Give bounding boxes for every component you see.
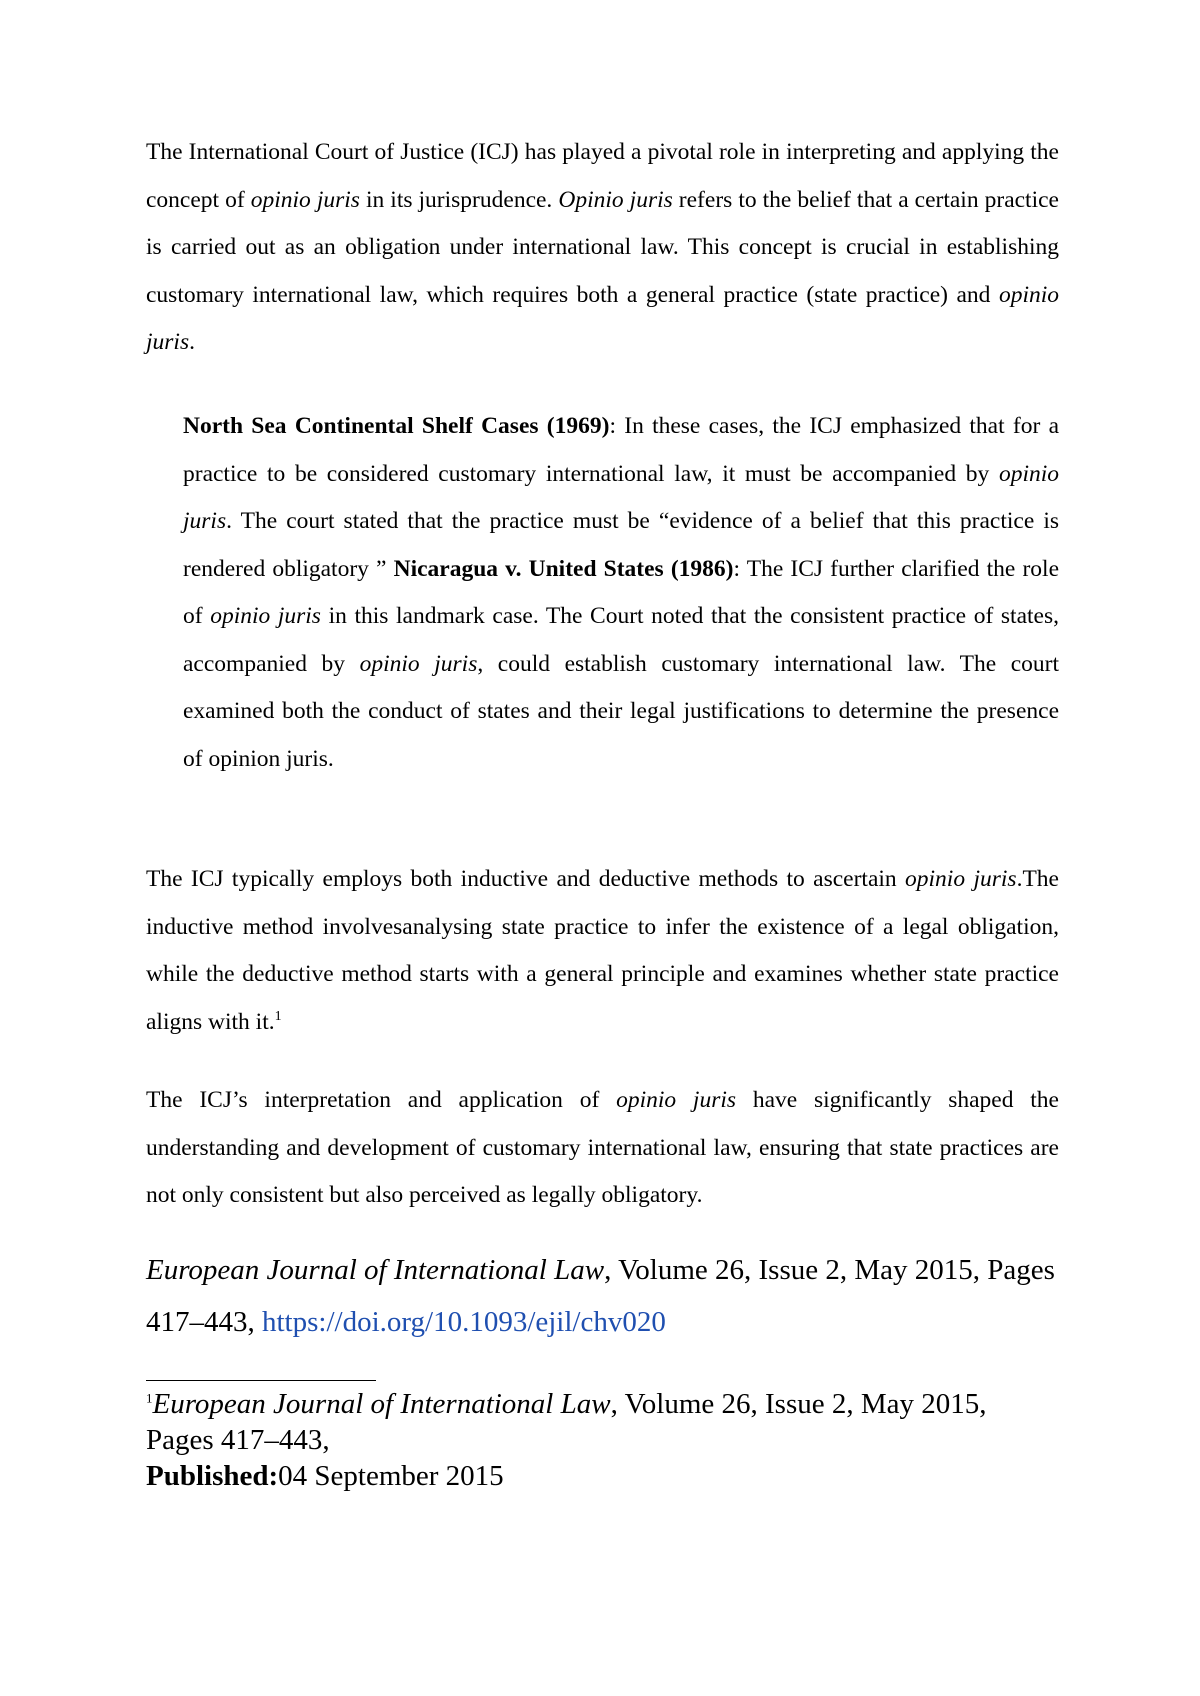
cases-text-5: , could establish customary international law. The court examined both the conduct of states and their legal justifications to determine the presence of opinion juris.	[183, 650, 1059, 772]
footnote-separator	[146, 1380, 376, 1381]
conclusion-term-1: opinio juris	[616, 1087, 737, 1113]
intro-text-3: refers to the belief that a certain practice is carried out as an obligation under international law. This concept is crucial in establishing customary international law, which requires both a general practice (state practice) and	[146, 186, 1059, 308]
methods-term-1: opinio juris	[905, 866, 1017, 892]
cases-text-3: : The ICJ further clarified the role of	[183, 555, 1060, 629]
intro-text-4: .	[189, 329, 195, 355]
intro-term-2: Opinio juris	[558, 186, 673, 213]
methods-text-1: The ICJ typically employs both inductive and deductive methods to ascertain	[146, 866, 906, 892]
doi-link[interactable]: https://doi.org/10.1093/ejil/chv020	[262, 1306, 666, 1338]
methods-paragraph	[146, 856, 1059, 1046]
footnote-details: , Volume 26, Issue 2, May 2015, Pages 417–443,	[146, 1388, 987, 1456]
case-title-nicaragua: Nicaragua v. United States (1986)	[393, 555, 734, 582]
footnote-mark: 1	[146, 1390, 153, 1406]
cases-text-4: in this landmark case. The Court noted that the consistent practice of states, accompanied by	[183, 603, 1059, 677]
methods-text-2: .The inductive method involvesanalysing state practice to infer the existence of a legal obligation, while the deductive method starts with a general principle and examines whether state practice aligns with it.	[146, 866, 1059, 1035]
citation-journal: European Journal of International Law	[146, 1254, 605, 1286]
cases-term-2: opinio juris	[210, 603, 321, 629]
citation-details: , Volume 26, Issue 2, May 2015, Pages 417–443,	[146, 1254, 1055, 1338]
conclusion-paragraph	[146, 1077, 1059, 1220]
cases-paragraph	[183, 403, 1059, 783]
cases-term-1: opinio juris	[183, 460, 1059, 534]
intro-paragraph	[146, 129, 1059, 367]
cases-term-3: opinio juris	[359, 650, 478, 677]
case-title-north-sea: North Sea Continental Shelf Cases (1969)	[183, 413, 610, 439]
intro-text-2: in its jurisprudence.	[359, 186, 559, 213]
intro-term-1: opinio juris	[250, 186, 360, 213]
footnote-published-label: Published:	[146, 1460, 279, 1492]
cases-text-1: : In these cases, the ICJ emphasized that for a practice to be considered customary international law, it must be accompanied by	[183, 413, 1060, 487]
footnote-published-date: 04 September 2015	[278, 1460, 504, 1492]
conclusion-text-2: have significantly shaped the understanding and development of customary international law, ensuring that state practices are not only consistent but also perceived as legally obligatory.	[146, 1087, 1059, 1208]
intro-text-1: The International Court of Justice (ICJ) has played a pivotal role in interpreting and applying the concept of	[146, 139, 1059, 213]
intro-term-3: opinio juris	[146, 281, 1059, 355]
footnote-reference[interactable]: 1	[274, 1008, 282, 1024]
cases-text-2: . The court stated that the practice must be “evidence of a belief that this practice is rendered obligatory ”	[183, 508, 1059, 582]
conclusion-text-1: The ICJ’s interpretation and application of	[146, 1087, 617, 1113]
citation-paragraph	[146, 1244, 1059, 1348]
footnote-journal: European Journal of International Law	[152, 1388, 611, 1420]
footnote	[146, 1386, 1059, 1494]
